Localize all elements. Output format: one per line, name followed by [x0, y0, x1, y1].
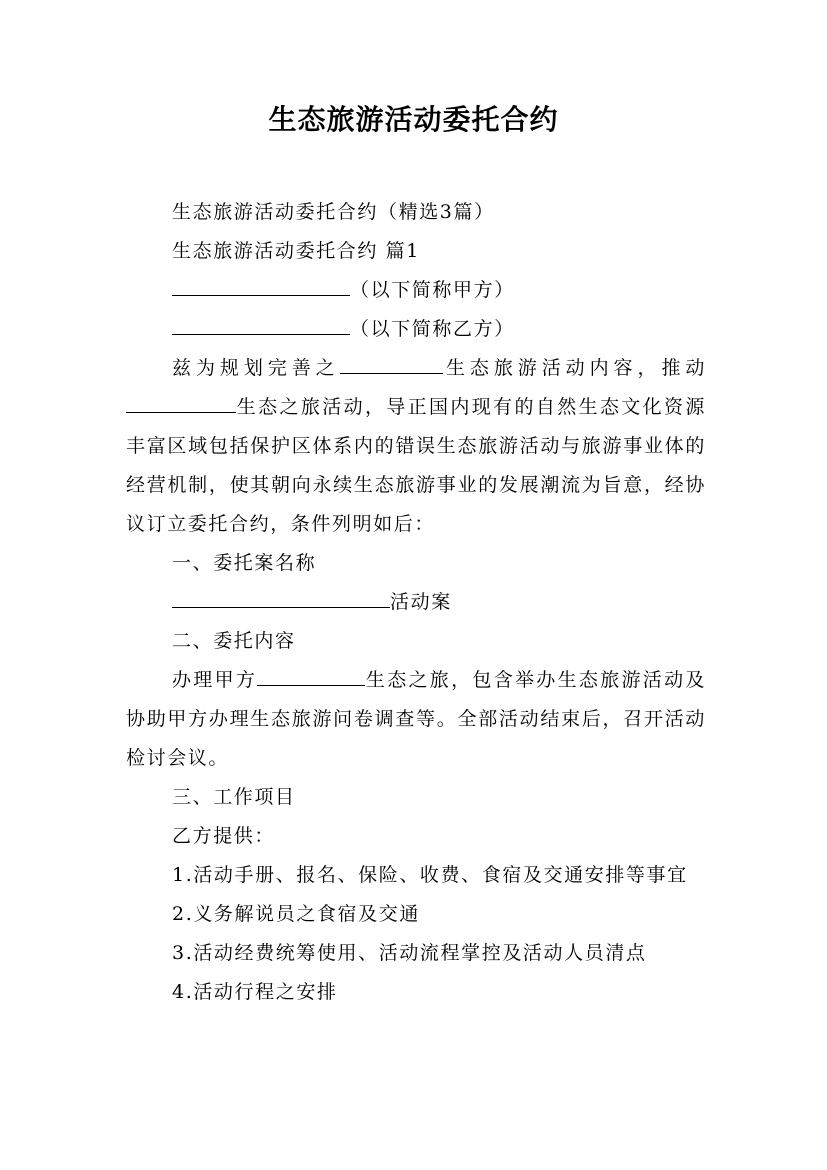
paragraph-purpose — [126, 349, 706, 544]
list-item: 1.活动手册、报名、保险、收费、食宿及交通安排等事宜 — [172, 864, 688, 886]
case-name-suffix: 活动案 — [390, 591, 452, 613]
paragraph-section-title: 生态旅游活动委托合约 篇1 — [172, 240, 420, 262]
document-body — [126, 193, 706, 1012]
purpose-blank-2 — [126, 397, 236, 413]
party-a-line — [126, 271, 706, 310]
list-item: 3.活动经费统筹使用、活动流程掌控及活动人员清点 — [172, 942, 647, 964]
list-item: 4.活动行程之安排 — [172, 981, 338, 1003]
party-b-line — [126, 310, 706, 349]
purpose-text-c: 生态之旅活动，导正国内现有的自然生态文化资源丰富区域包括保护区体系内的错误生态旅游活动与旅游事业体的经营机制，使其朝向永续生态旅游事业的发展潮流为旨意，经协议订立委托合约，条件列明如后： — [126, 396, 706, 535]
list-item: 2.义务解说员之食宿及交通 — [172, 903, 420, 925]
purpose-blank-1 — [340, 358, 443, 374]
case-name-blank — [172, 592, 390, 608]
party-b-label: （以下简称乙方） — [350, 318, 515, 340]
paragraph-content — [126, 661, 706, 778]
party-a-label: （以下简称甲方） — [350, 279, 515, 301]
content-text-a: 办理甲方 — [172, 669, 258, 691]
party-a-blank — [172, 280, 350, 296]
paragraph-intro: 生态旅游活动委托合约（精选3篇） — [172, 201, 495, 223]
heading-2: 二、委托内容 — [172, 630, 296, 652]
purpose-text-b: 生态旅游活动内容，推动 — [442, 357, 706, 379]
heading-1: 一、委托案名称 — [172, 552, 317, 574]
case-name-line — [126, 583, 706, 622]
content-blank — [257, 670, 365, 686]
heading-3: 三、工作项目 — [172, 786, 296, 808]
party-b-blank — [172, 319, 350, 335]
content-text-b: 生态之旅，包含举办生态旅游活动及协助甲方办理生态旅游问卷调查等。全部活动结束后，召开活动检讨会议。 — [126, 669, 706, 769]
paragraph-provider: 乙方提供： — [172, 825, 276, 847]
document-title: 生态旅游活动委托合约 — [268, 103, 559, 136]
purpose-text-a: 兹为规划完善之 — [172, 357, 340, 379]
